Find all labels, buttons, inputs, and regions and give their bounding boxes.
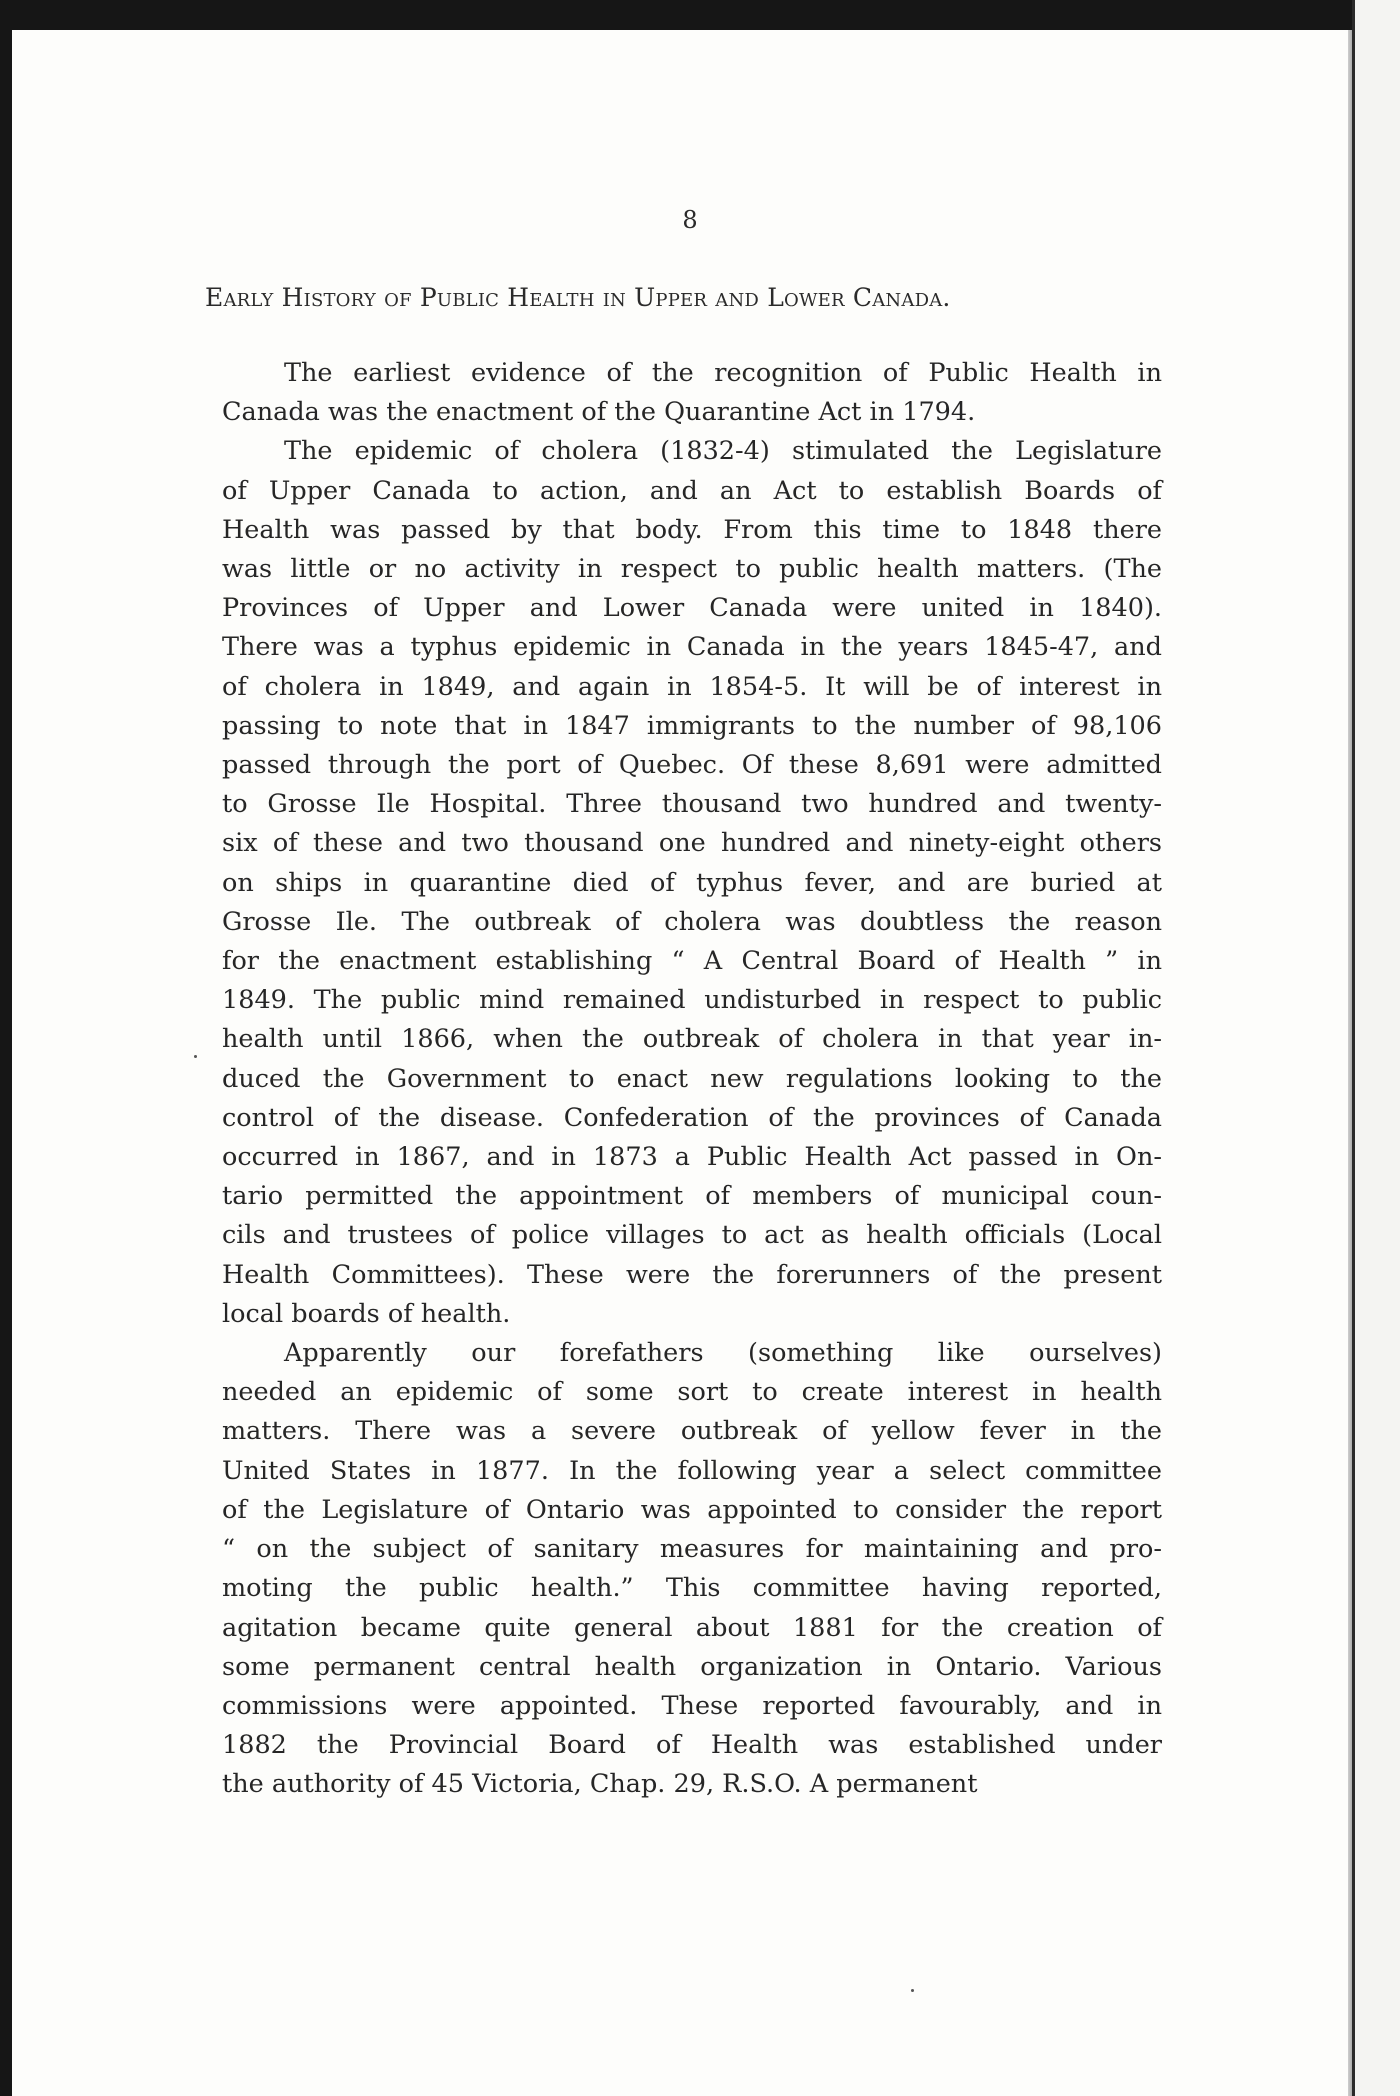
- text-line: There was a typhus epidemic in Canada in the years 1845-47, and: [222, 632, 1162, 663]
- paragraph: [222, 354, 1162, 432]
- text-line: of Upper Canada to action, and an Act to establish Boards of: [222, 475, 1162, 506]
- text-line: Health Committees). These were the forerunners of the present: [222, 1259, 1162, 1290]
- paragraph: [222, 432, 1162, 1334]
- text-line: Apparently our forefathers (something like ourselves): [284, 1338, 1162, 1369]
- text-line: of the Legislature of Ontario was appointed to consider the report: [222, 1494, 1162, 1525]
- text-line: six of these and two thousand one hundred and ninety-eight others: [222, 828, 1162, 859]
- text-line: United States in 1877. In the following year a select committee: [222, 1455, 1162, 1486]
- text-line: health until 1866, when the outbreak of cholera in that year in-: [222, 1024, 1162, 1055]
- text-line: moting the public health.” This committee having reported,: [222, 1573, 1162, 1604]
- text-line: some permanent central health organization in Ontario. Various: [222, 1651, 1162, 1682]
- text-line: The earliest evidence of the recognition of Public Health in: [284, 358, 1162, 388]
- text-line: for the enactment establishing “ A Central Board of Health ” in: [222, 946, 1162, 977]
- text-line: Grosse Ile. The outbreak of cholera was doubtless the reason: [222, 906, 1162, 937]
- section-heading: Early History of Public Health in Upper and Lower Canada.: [205, 283, 951, 312]
- text-line: Provinces of Upper and Lower Canada were united in 1840).: [222, 593, 1162, 624]
- text-line: duced the Government to enact new regulations looking to the: [222, 1063, 1162, 1094]
- paragraph: [222, 1334, 1162, 1804]
- text-line: passed through the port of Quebec. Of these 8,691 were admitted: [222, 750, 1162, 781]
- text-line: on ships in quarantine died of typhus fever, and are buried at: [222, 867, 1162, 898]
- text-line: control of the disease. Confederation of the provinces of Canada: [222, 1102, 1162, 1133]
- text-line: the authority of 45 Victoria, Chap. 29, R.S.O. A permanent: [222, 1769, 978, 1800]
- text-line: tario permitted the appointment of members of municipal coun-: [222, 1181, 1162, 1212]
- text-line: cils and trustees of police villages to act as health officials (Local: [222, 1220, 1162, 1251]
- text-line: needed an epidemic of some sort to create interest in health: [222, 1377, 1162, 1408]
- text-line: 1882 the Provincial Board of Health was established under: [222, 1730, 1162, 1761]
- text-line: to Grosse Ile Hospital. Three thousand two hundred and twenty-: [222, 789, 1162, 820]
- page-number: 8: [682, 206, 698, 234]
- text-line: Canada was the enactment of the Quarantine Act in 1794.: [222, 397, 976, 428]
- text-line: of cholera in 1849, and again in 1854-5. It will be of interest in: [222, 671, 1162, 702]
- text-line: agitation became quite general about 1881 for the creation of: [222, 1612, 1162, 1643]
- adjacent-page-edge: [1352, 0, 1400, 2096]
- text-line: The epidemic of cholera (1832-4) stimulated the Legislature: [284, 436, 1162, 467]
- text-line: matters. There was a severe outbreak of yellow fever in the: [222, 1416, 1162, 1447]
- body-text: [222, 354, 1162, 1805]
- text-line: “ on the subject of sanitary measures for maintaining and pro-: [222, 1534, 1162, 1565]
- text-line: commissions were appointed. These reported favourably, and in: [222, 1690, 1162, 1721]
- scan-speck: [911, 1989, 914, 1992]
- text-line: occurred in 1867, and in 1873 a Public Health Act passed in On-: [222, 1142, 1162, 1173]
- text-line: local boards of health.: [222, 1298, 511, 1329]
- text-line: passing to note that in 1847 immigrants to the number of 98,106: [222, 710, 1162, 741]
- text-line: Health was passed by that body. From this time to 1848 there: [222, 514, 1162, 545]
- text-line: 1849. The public mind remained undisturbed in respect to public: [222, 985, 1162, 1016]
- scan-speck: [194, 1055, 197, 1058]
- text-line: was little or no activity in respect to public health matters. (The: [222, 554, 1162, 585]
